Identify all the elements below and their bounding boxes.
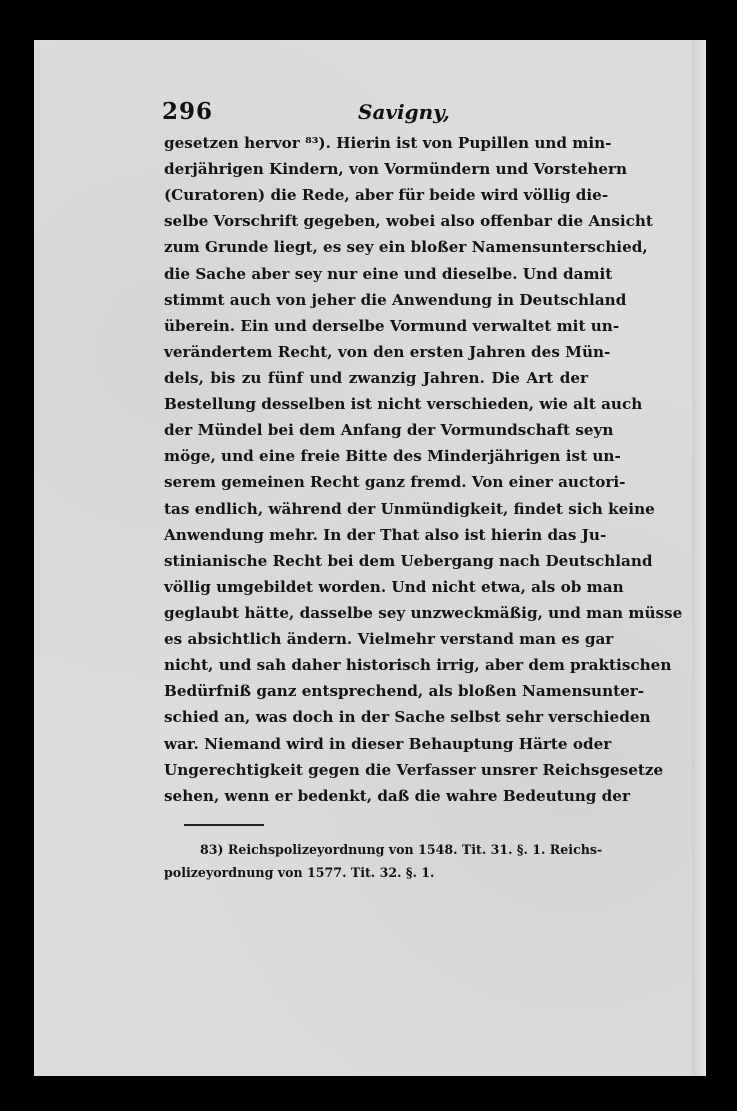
body-line: es absichtlich ändern. Vielmehr verstand man es gar — [164, 630, 614, 649]
footnotes — [164, 838, 603, 884]
body-line: (Curatoren) die Rede, aber für beide wird völlig die- — [164, 186, 609, 205]
body-line: die Sache aber sey nur eine und dieselbe. Und damit — [164, 264, 613, 283]
body-line: nicht, und sah daher historisch irrig, aber dem praktischen — [164, 656, 672, 675]
body-line: tas endlich, während der Unmündigkeit, findet sich keine — [164, 499, 655, 518]
page-header — [162, 98, 596, 128]
body-line: gesetzen hervor ⁸³). Hierin ist von Pupillen und min- — [164, 134, 612, 152]
body-line: Ungerechtigkeit gegen die Verfasser unsrer Reichsgesetze — [164, 760, 664, 779]
body-line: schied an, was doch in der Sache selbst sehr verschieden — [164, 708, 651, 727]
body-line: Bedürfniß ganz entsprechend, als bloßen Namensunter- — [164, 682, 645, 701]
footnote-line: 83) Reichspolizeyordnung von 1548. Tit. 31. §. 1. Reichs- — [200, 842, 603, 857]
body-line: war. Niemand wird in dieser Behauptung Härte oder — [164, 734, 612, 753]
running-head: Savigny, — [358, 100, 450, 124]
body-text — [164, 130, 683, 809]
body-line: stinianische Recht bei dem Uebergang nach Deutschland — [164, 551, 653, 570]
body-line: derjährigen Kindern, von Vormündern und Vorstehern — [164, 160, 628, 179]
footnote-divider — [184, 824, 264, 826]
body-line: überein. Ein und derselbe Vormund verwaltet mit un- — [164, 316, 620, 335]
body-line: zum Grunde liegt, es sey ein bloßer Namensunterschied, — [164, 238, 648, 257]
body-line: dels, bis zu fünf und zwanzig Jahren. Die Art der — [164, 368, 588, 387]
body-line: völlig umgebildet worden. Und nicht etwa, als ob man — [164, 577, 624, 596]
page-number: 296 — [162, 98, 214, 125]
body-line: der Mündel bei dem Anfang der Vormundschaft seyn — [164, 421, 614, 440]
body-line: Anwendung mehr. In der That also ist hierin das Ju- — [164, 525, 607, 544]
body-line: möge, und eine freie Bitte des Minderjährigen ist un- — [164, 447, 621, 466]
body-line: stimmt auch von jeher die Anwendung in Deutschland — [164, 290, 627, 309]
body-line: sehen, wenn er bedenkt, daß die wahre Bedeutung der — [164, 786, 630, 805]
page-edge — [692, 40, 706, 1076]
footnote-line: polizeyordnung von 1577. Tit. 32. §. 1. — [164, 865, 435, 880]
body-line: verändertem Recht, von den ersten Jahren des Mün- — [164, 342, 611, 361]
body-line: geglaubt hätte, dasselbe sey unzweckmäßig, und man müsse — [164, 603, 683, 622]
body-line: selbe Vorschrift gegeben, wobei also offenbar die Ansicht — [164, 212, 653, 231]
body-line: Bestellung desselben ist nicht verschieden, wie alt auch — [164, 395, 643, 414]
body-line: serem gemeinen Recht ganz fremd. Von einer auctori- — [164, 473, 626, 492]
